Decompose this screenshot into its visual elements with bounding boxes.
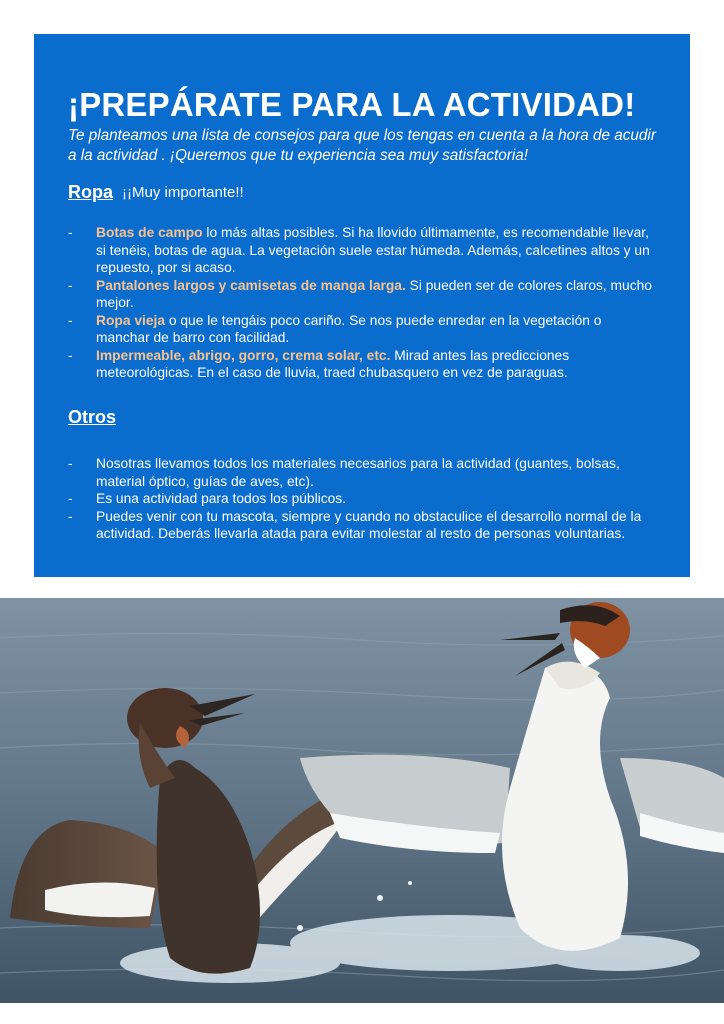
section-heading-ropa: Ropa <box>68 182 113 202</box>
section-heading-otros: Otros <box>68 407 117 427</box>
ropa-list <box>68 224 658 382</box>
ropa-note: ¡¡Muy importante!! <box>122 184 244 201</box>
list-item: - Ropa vieja o que le tengáis poco cariño. Se nos puede enredar en la vegetación o manchar de barro con facilidad. <box>68 312 602 345</box>
list-item: - Puedes venir con tu mascota, siempre y cuando no obstaculice el desarrollo normal de la actividad. Deberás llevarla atada para evitar molestar al resto de personas voluntarias. <box>68 508 642 541</box>
list-item: - Es una actividad para todos los públicos. <box>68 491 347 506</box>
list-item: - Pantalones largos y camisetas de manga larga. Si pueden ser de colores claros, mucho mejor. <box>68 277 652 310</box>
list-item: - Nosotras llevamos todos los materiales necesarios para la actividad (guantes, bolsas, material óptico, guías de aves, etc). <box>68 456 620 489</box>
list-item: - Botas de campo lo más altas posibles. Si ha llovido últimamente, es recomendable llevar, si tenéis, botas de agua. La vegetación suele estar húmeda. Además, calcetines altos y un repuesto, por si acaso. <box>68 225 650 275</box>
page-title: ¡PREPÁRATE PARA LA ACTIVIDAD! <box>68 86 636 123</box>
photo-illustration <box>0 598 724 1003</box>
intro-text: Te planteamos una lista de consejos para que los tengas en cuenta a la hora de acudir a la actividad . ¡Queremos que tu experiencia sea muy satisfactoria! <box>68 127 656 164</box>
grebes-photo <box>0 598 724 1003</box>
otros-list <box>68 455 658 543</box>
tips-panel <box>34 34 690 577</box>
list-item: - Impermeable, abrigo, gorro, crema solar, etc. Mirad antes las predicciones meteorológicas. En el caso de lluvia, traed chubasquero en vez de paraguas. <box>68 347 570 380</box>
